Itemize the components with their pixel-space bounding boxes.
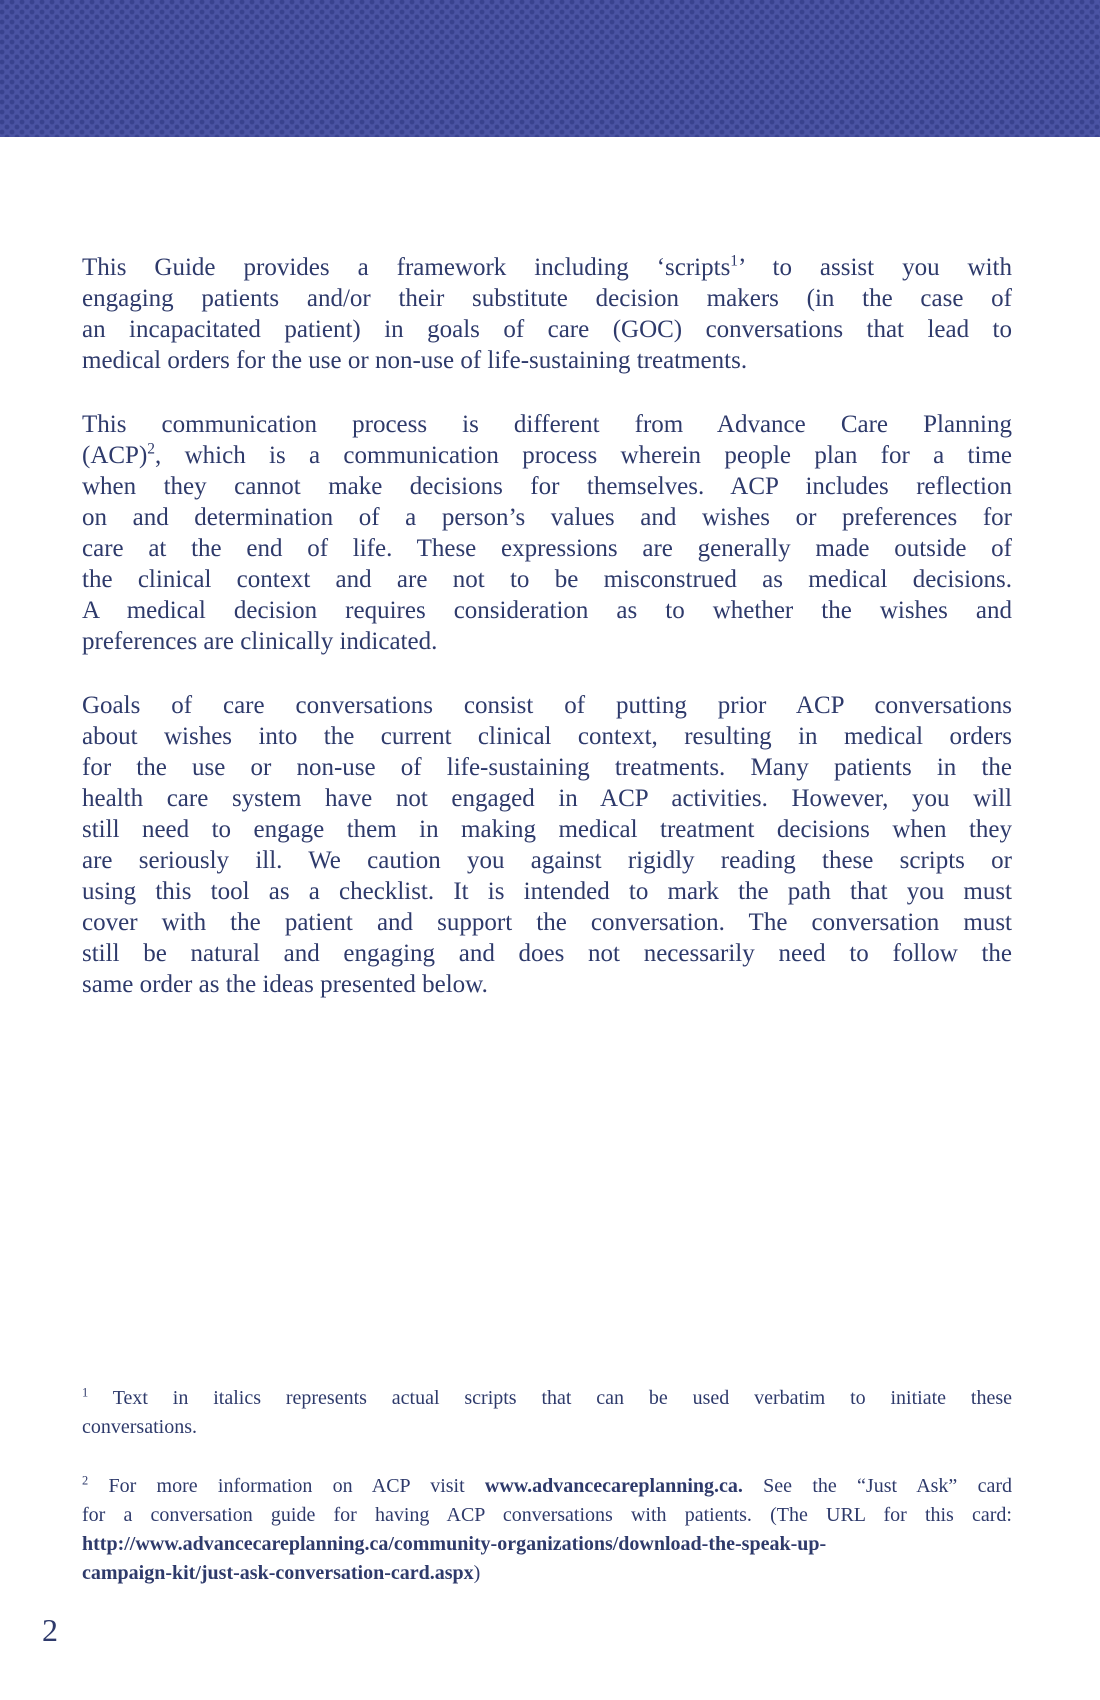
body-line: on and determination of a person’s values and wishes or preferences for <box>82 504 1012 531</box>
body-line: an incapacitated patient) in goals of care (GOC) conversations that lead to <box>82 316 1012 343</box>
body-content <box>82 252 1012 1000</box>
body-line: same order as the ideas presented below. <box>82 971 488 998</box>
body-line: still be natural and engaging and does not necessarily need to follow the <box>82 940 1012 967</box>
footnote-marker-1: 1 <box>82 1385 89 1400</box>
page-number: 2 <box>42 1612 58 1648</box>
body-line <box>82 252 1012 283</box>
footnotes-section <box>82 1384 1012 1588</box>
footnote-line <box>82 1559 1012 1588</box>
footnote-marker-2: 2 <box>82 1473 89 1488</box>
footnote-line <box>82 1472 1012 1501</box>
body-line: Goals of care conversations consist of putting prior ACP conversations <box>82 692 1012 719</box>
body-line: when they cannot make decisions for themselves. ACP includes reflection <box>82 473 1012 500</box>
body-text-segment: This Guide provides a framework including ‘scripts <box>82 254 731 281</box>
footnote-1 <box>82 1384 1012 1442</box>
footnote-text-segment: See the “Just Ask” card <box>742 1475 1012 1497</box>
footnote-ref-1: 1 <box>730 252 739 270</box>
link-justask-card-url[interactable]: http://www.advancecareplanning.ca/community-organizations/download-the-speak-up- <box>82 1533 827 1555</box>
paragraph-3 <box>82 690 1012 1000</box>
footnote-2 <box>82 1472 1012 1588</box>
body-line: preferences are clinically indicated. <box>82 628 438 655</box>
body-line: medical orders for the use or non-use of life-sustaining treatments. <box>82 347 748 374</box>
footnote-text-segment: Text in italics represents actual scripts that can be used verbatim to initiate these <box>88 1387 1012 1409</box>
body-line: A medical decision requires consideration as to whether the wishes and <box>82 597 1012 624</box>
body-line: about wishes into the current clinical context, resulting in medical orders <box>82 723 1012 750</box>
body-line: are seriously ill. We caution you against rigidly reading these scripts or <box>82 847 1012 874</box>
link-justask-card-url[interactable]: campaign-kit/just-ask-conversation-card.aspx <box>82 1562 474 1584</box>
paragraph-1 <box>82 252 1012 376</box>
body-line: the clinical context and are not to be misconstrued as medical decisions. <box>82 566 1012 593</box>
footnote-line: for a conversation guide for having ACP conversations with patients. (The URL for this card: <box>82 1504 1012 1526</box>
body-line: engaging patients and/or their substitute decision makers (in the case of <box>82 285 1012 312</box>
body-line: still need to engage them in making medical treatment decisions when they <box>82 816 1012 843</box>
footnote-line <box>82 1384 1012 1413</box>
link-advancecareplanning[interactable]: www.advancecareplanning.ca. <box>484 1475 743 1497</box>
body-line <box>82 440 1012 471</box>
footnote-text-segment: ) <box>473 1562 481 1584</box>
body-line: cover with the patient and support the conversation. The conversation must <box>82 909 1012 936</box>
footnote-text-segment: For more information on ACP visit <box>88 1475 485 1497</box>
body-line: for the use or non-use of life-sustaining treatments. Many patients in the <box>82 754 1012 781</box>
paragraph-2 <box>82 409 1012 657</box>
footnote-line <box>82 1530 1012 1559</box>
footnote-ref-2: 2 <box>147 440 156 458</box>
body-text-segment: ’ to assist you with <box>738 254 1012 281</box>
body-line: using this tool as a checklist. It is intended to mark the path that you must <box>82 878 1012 905</box>
header-band <box>0 0 1100 137</box>
body-line: This communication process is different from Advance Care Planning <box>82 411 1012 438</box>
body-text-segment: (ACP) <box>82 442 148 469</box>
body-line: health care system have not engaged in ACP activities. However, you will <box>82 785 1012 812</box>
footnote-line: conversations. <box>82 1416 197 1438</box>
body-line: care at the end of life. These expressions are generally made outside of <box>82 535 1012 562</box>
body-text-segment: , which is a communication process wherein people plan for a time <box>155 442 1012 469</box>
